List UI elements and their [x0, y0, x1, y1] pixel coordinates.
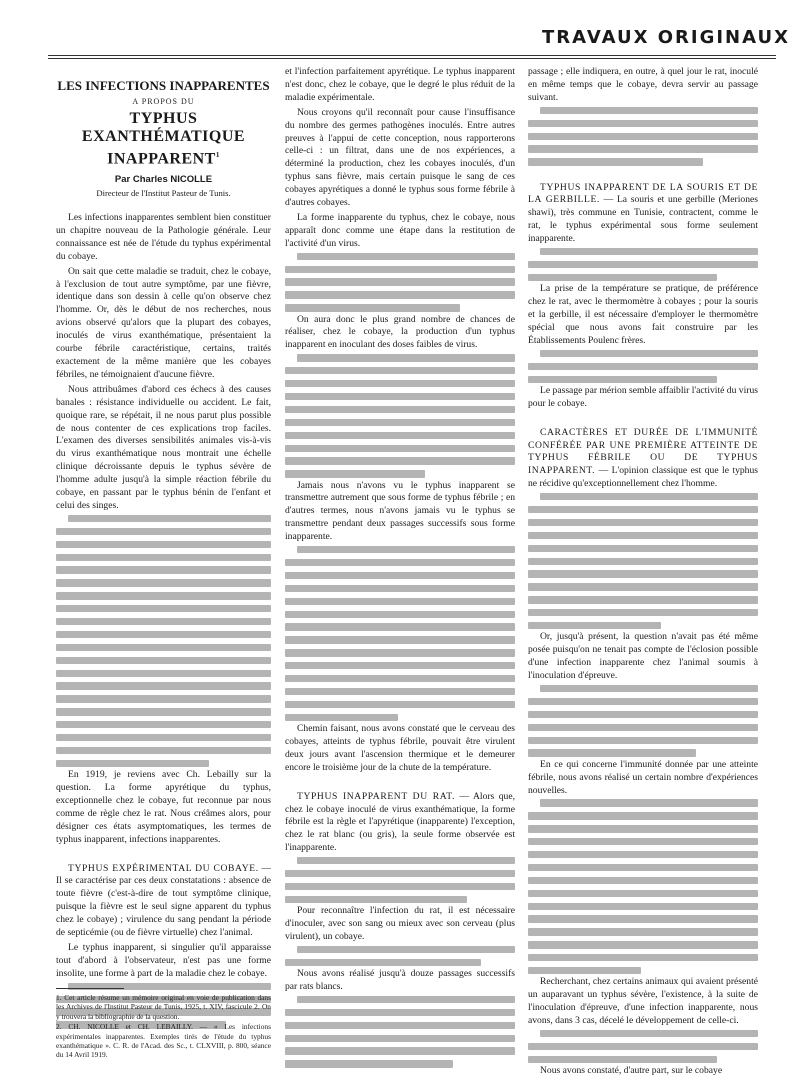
text-line: [528, 596, 758, 603]
paragraph: Pour reconnaître l'infection du rat, il est nécessaire d'inoculer, avec son sang ou mieux avec son cerveau (plus virulent), un cobaye.: [285, 905, 515, 942]
paragraph: En 1919, je reviens avec Ch. Lebailly sur la question. La forme apyrétique du typhus, exceptionnelle chez le cobaye, fut reconnue par nous comme de règle chez le rat. Nous créâmes alors, pour désigner ces états asymptomatiques, les termes de typhus inapparent, infections inapparentes.: [56, 769, 271, 845]
text-line: [528, 506, 758, 513]
text-line: [528, 545, 758, 552]
text-line: [528, 145, 758, 152]
text-line: [56, 734, 271, 741]
text-line: [540, 107, 758, 114]
text-line: [285, 304, 460, 311]
text-line: [528, 519, 758, 526]
text-line: [56, 579, 271, 586]
body-text-lines: [528, 493, 758, 629]
text-line: [285, 432, 515, 439]
text-line: [297, 546, 515, 553]
text-line: [528, 711, 758, 718]
paragraph: On sait que cette maladie se traduit, chez le cobaye, à l'exclusion de tout autre symptôme, par une fièvre, identique dans son dessin à celle qu'on observe chez l'homme. Or, dès le début de nos recherches, nous avions observé qu'alors que la plupart des cobayes, inoculés de virus exanthématique, présentaient la courbe fébrile caractéristique, certains, traités exactement de la même manière que les cobayes fébriles, ne témoignaient d'aucune fièvre.: [56, 265, 271, 380]
section-heading: TYPHUS EXPÉRIMENTAL DU COBAYE.: [68, 862, 259, 874]
text-line: [56, 541, 271, 548]
text-line: [528, 954, 758, 961]
body-text-lines: [528, 248, 758, 281]
text-line: [528, 1056, 717, 1063]
text-line: [285, 445, 515, 452]
text-line: [285, 266, 515, 273]
text-line: [56, 747, 271, 754]
text-line: [297, 996, 515, 1003]
text-line: [528, 609, 758, 616]
section-paragraph: TYPHUS EXPÉRIMENTAL DU COBAYE. — Il se caractérise par ces deux constatations : absence de toute fièvre (c'est-à-dire de tout symptôme clinique, puisque la fièvre est le seul signe apparent du typhus chez le cobaye) ; virulence du sang pendant la période de septicémie (ou de fièvre virtuelle) chez l'animal.: [56, 862, 271, 939]
text-line: [56, 631, 271, 638]
masthead-rule: [48, 58, 776, 59]
text-line: [285, 1009, 515, 1016]
text-line: [285, 1047, 515, 1054]
paragraph: Nous attribuâmes d'abord ces échecs à des causes banales : résistance individuelle ou accident. Le fait, quoique rare, se répétait, il ne nous parut plus possible de nous contenter de ces explications trop faciles. L'examen des diverses sensibilités animales vis-à-vis du virus exanthématique nous montrait une échelle clinique décroissante depuis le typhus sévère de l'homme adulte jusqu'à la simple réaction fébrile du cobaye, en passant par le typhus bénin de l'enfant et celui des singes.: [56, 383, 271, 511]
body-text-lines: [528, 799, 758, 974]
paragraph: Le passage par mérion semble affaiblir l'activité du virus pour le cobaye.: [528, 384, 758, 409]
article-title: LES INFECTIONS INAPPARENTES: [57, 78, 270, 93]
text-line: [528, 274, 717, 281]
paragraph: Les infections inapparentes semblent bien constituer un chapitre nouveau de la Pathologie générale. Leur connaissance est née de l'étude du typhus expérimental du cobaye.: [56, 212, 271, 262]
text-line: [528, 864, 758, 871]
paragraph: Jamais nous n'avons vu le typhus inapparent se transmettre autrement que sous forme de typhus fébrile ; en d'autres termes, nous n'avons jamais vu le typhus se transmettre pendant deux passages successifs sous forme inapparente.: [285, 479, 515, 543]
section-heading: TYPHUS INAPPARENT DE LA SOURIS ET DE LA GERBILLE.: [528, 181, 758, 206]
section-heading: CARACTÈRES ET DURÉE DE L'IMMUNITÉ CONFÉRÉE PAR UNE PREMIÈRE ATTEINTE DE TYPHUS FÉBRILE OU DE TYPHUS INAPPARENT.: [528, 426, 758, 477]
body-text-lines: [528, 1030, 758, 1063]
text-line: [285, 714, 398, 721]
text-line: [56, 605, 271, 612]
paragraph: En ce qui concerne l'immunité donnée par une atteinte fébrile, nous avons réalisé un certain nombre d'expériences nouvelles.: [528, 758, 758, 796]
text-line: [528, 812, 758, 819]
section-heading: TYPHUS INAPPARENT DU RAT.: [297, 790, 455, 802]
text-line: [528, 903, 758, 910]
text-line: [56, 708, 271, 715]
text-line: [528, 851, 758, 858]
paragraph: Le typhus inapparent, si singulier qu'il apparaisse tout d'abord à l'observateur, n'est pas une forme insolite, une forme à part de la maladie chez le cobaye.: [56, 941, 271, 979]
text-line: [56, 760, 209, 767]
text-line: [285, 883, 515, 890]
text-line: [285, 1060, 453, 1067]
text-line: [297, 253, 515, 260]
text-line: [285, 1035, 515, 1042]
article-author: Par Charles NICOLLE: [114, 174, 213, 186]
text-line: [285, 585, 515, 592]
footnote-2: 2. CH. NICOLLE et CH. LEBAILLY. — « Les infections expérimentales inapparentes. Exemples tirés de l'étude du typhus exanthématique ». C. R. de l'Acad. des Sc., t. CLXVIII, p. 800, séance du 14 Avril 1919.: [56, 1022, 271, 1060]
text-line: [528, 120, 758, 127]
text-line: [528, 133, 758, 140]
masthead-rule: [48, 55, 776, 56]
text-line: [68, 515, 271, 522]
paragraph: La prise de la température se pratique, de préférence chez le rat, avec le thermomètre à cobayes ; pour la souris et la gerbille, il est nécessaire d'employer le thermomètre spécial que nous avons fait construire par les Établissements Poulenc frères.: [528, 283, 758, 346]
text-line: [285, 1022, 515, 1029]
text-line: [285, 959, 481, 966]
text-line: [540, 248, 758, 255]
column-3: [528, 66, 758, 1080]
text-line: [528, 749, 696, 756]
paragraph: Nous croyons qu'il reconnaît pour cause l'insuffisance du nombre des germes pathogènes inoculés. Entre autres preuves à l'appui de cette conception, nous rapporterons celle-ci : un filtrat, dans une de nos expériences, a déterminé la production, chez les cobayes inoculés, d'un typhus sans fièvre, mais certain puisque le sang de ces cobayes apyrétiques a donné le typhus sous forme fébrile à d'autres cobayes.: [285, 106, 515, 209]
text-line: [528, 1043, 758, 1050]
text-line: [56, 592, 271, 599]
text-line: [540, 350, 758, 357]
text-line: [285, 559, 515, 566]
body-text-lines: [285, 354, 515, 477]
text-line: [56, 618, 271, 625]
text-line: [285, 572, 515, 579]
text-line: [540, 685, 758, 692]
paragraph: On aura donc le plus grand nombre de chances de réaliser, chez le cobaye, la production d'un typhus inapparent en inoculant des doses faibles de virus.: [285, 313, 515, 351]
text-line: [528, 737, 758, 744]
footnotes: [56, 993, 271, 1061]
paragraph: et l'infection parfaitement apyrétique. Le typhus inapparent n'est donc, chez le cobaye, que le degré le plus réduit de la maladie expérimentale.: [285, 66, 515, 103]
text-line: [528, 724, 758, 731]
text-line: [285, 636, 515, 643]
body-text-lines: [285, 946, 515, 966]
text-line: [528, 838, 758, 845]
body-text-lines: [56, 515, 271, 767]
text-line: [528, 698, 758, 705]
text-line: [56, 554, 271, 561]
paragraph: Or, jusqu'à présent, la question n'avait pas été même posée puisqu'on ne tenait pas compte de l'éclosion possible d'une infection inapparente chez l'animal soumis à l'inoculation d'épreuve.: [528, 631, 758, 682]
paragraph: Recherchant, chez certains animaux qui avaient présenté un auparavant un typhus sévère, l'existence, à la suite de l'inoculation d'épreuve, d'une infection inapparente, nous avons, dans 3 cas, décelé le développement de celle-ci.: [528, 976, 758, 1027]
text-line: [285, 662, 515, 669]
text-line: [528, 915, 758, 922]
text-line: [285, 380, 515, 387]
text-line: [56, 566, 271, 573]
text-line: [56, 657, 271, 664]
text-line: [528, 532, 758, 539]
text-line: [297, 354, 515, 361]
text-line: [528, 158, 703, 165]
text-line: [285, 611, 515, 618]
text-line: [528, 825, 758, 832]
body-text-lines: [285, 253, 515, 312]
text-line: [56, 670, 271, 677]
text-line: [285, 870, 515, 877]
text-line: [285, 393, 515, 400]
author-affiliation: Directeur de l'Institut Pasteur de Tunis.: [96, 188, 231, 199]
section-paragraph: CARACTÈRES ET DURÉE DE L'IMMUNITÉ CONFÉRÉE PAR UNE PREMIÈRE ATTEINTE DE TYPHUS FÉBRILE OU DE TYPHUS INAPPARENT. — L'opinion classique est que le typhus ne récidive qu'exceptionnellement chez l'homme.: [528, 426, 759, 490]
text-line: [285, 688, 515, 695]
paragraph: Nous avons constaté, d'autre part, sur le cobaye: [540, 1065, 723, 1077]
text-line: [285, 598, 515, 605]
body-text-lines: [528, 350, 758, 383]
footnote-1: 1. Cet article résume un mémoire original en voie de publication dans les Archives de l'Institut Pasteur de Tunis, 1925, t. XIV, fascicule 2. On y trouvera la bibliographie de la question.: [56, 993, 271, 1021]
text-line: [285, 406, 515, 413]
text-line: [540, 1030, 758, 1037]
text-line: [285, 896, 467, 903]
paragraph: Nous avons réalisé jusqu'à douze passages successifs par rats blancs.: [285, 968, 515, 992]
body-text-lines: [285, 996, 515, 1068]
journal-section-title: TRAVAUX ORIGINAUX: [542, 27, 790, 48]
article-header: [56, 78, 271, 200]
text-line: [56, 721, 271, 728]
text-line: [285, 470, 425, 477]
text-line: [297, 857, 515, 864]
text-line: [540, 799, 758, 806]
text-line: [528, 261, 758, 268]
section-paragraph: TYPHUS INAPPARENT DU RAT. — Alors que, chez le cobaye inoculé de virus exanthématique, la forme fébrile est la règle et l'apyrétique (inapparente) l'exception, chez le rat blanc (ou gris), la seule forme observée est l'inapparente.: [285, 790, 515, 854]
text-line: [56, 644, 271, 651]
text-line: [528, 583, 758, 590]
section-paragraph: TYPHUS INAPPARENT DE LA SOURIS ET DE LA GERBILLE. — La souris et une gerbille (Meriones shawi), très commune en Tunisie, contractent, comme le rat, le typhus expérimental sous forme seulement inapparente.: [528, 181, 758, 245]
paragraph: passage ; elle indiquera, en outre, à quel jour le rat, inoculé en même temps que le cobaye, devra servir au passage suivant.: [528, 66, 758, 103]
article-subtitle: A PROPOS DU: [132, 97, 195, 106]
text-line: [528, 363, 758, 370]
text-line: [285, 701, 515, 708]
text-line: [285, 419, 515, 426]
paragraph: Chemin faisant, nous avons constaté que le cerveau des cobayes, atteints de typhus fébrile, pouvait être virulent deux jours avant l'ascension thermique et le demeurer encore le troisième jour de la chute de la température.: [285, 722, 515, 773]
text-line: [528, 570, 758, 577]
body-text-lines: [285, 546, 515, 721]
text-line: [528, 890, 758, 897]
body-text-lines: [528, 685, 758, 757]
article-main-title-line-2: INAPPARENT$^1$: [107, 150, 220, 168]
paragraph: La forme inapparente du typhus, chez le cobaye, nous apparaît donc comme une étape dans la restitution de l'activité d'un virus.: [285, 211, 515, 249]
text-line: [528, 928, 758, 935]
text-line: [528, 941, 758, 948]
article-main-title: TYPHUS EXANTHÉMATIQUE: [81, 109, 246, 145]
footnote-rule: [56, 988, 124, 989]
text-line: [56, 528, 271, 535]
text-line: [540, 493, 758, 500]
text-line: [297, 946, 515, 953]
text-line: [528, 622, 661, 629]
text-line: [56, 695, 271, 702]
text-line: [285, 278, 515, 285]
text-line: [56, 682, 271, 689]
text-line: [528, 558, 758, 565]
column-2: [285, 66, 515, 1070]
text-line: [285, 367, 515, 374]
text-line: [285, 675, 515, 682]
column-1: [56, 66, 271, 1031]
text-line: [285, 649, 515, 656]
text-line: [528, 376, 717, 383]
body-text-lines: [528, 107, 758, 166]
text-line: [528, 877, 758, 884]
text-line: [285, 623, 515, 630]
text-line: [285, 291, 515, 298]
body-text-lines: [285, 857, 515, 903]
text-line: [285, 457, 515, 464]
text-line: [528, 967, 641, 974]
